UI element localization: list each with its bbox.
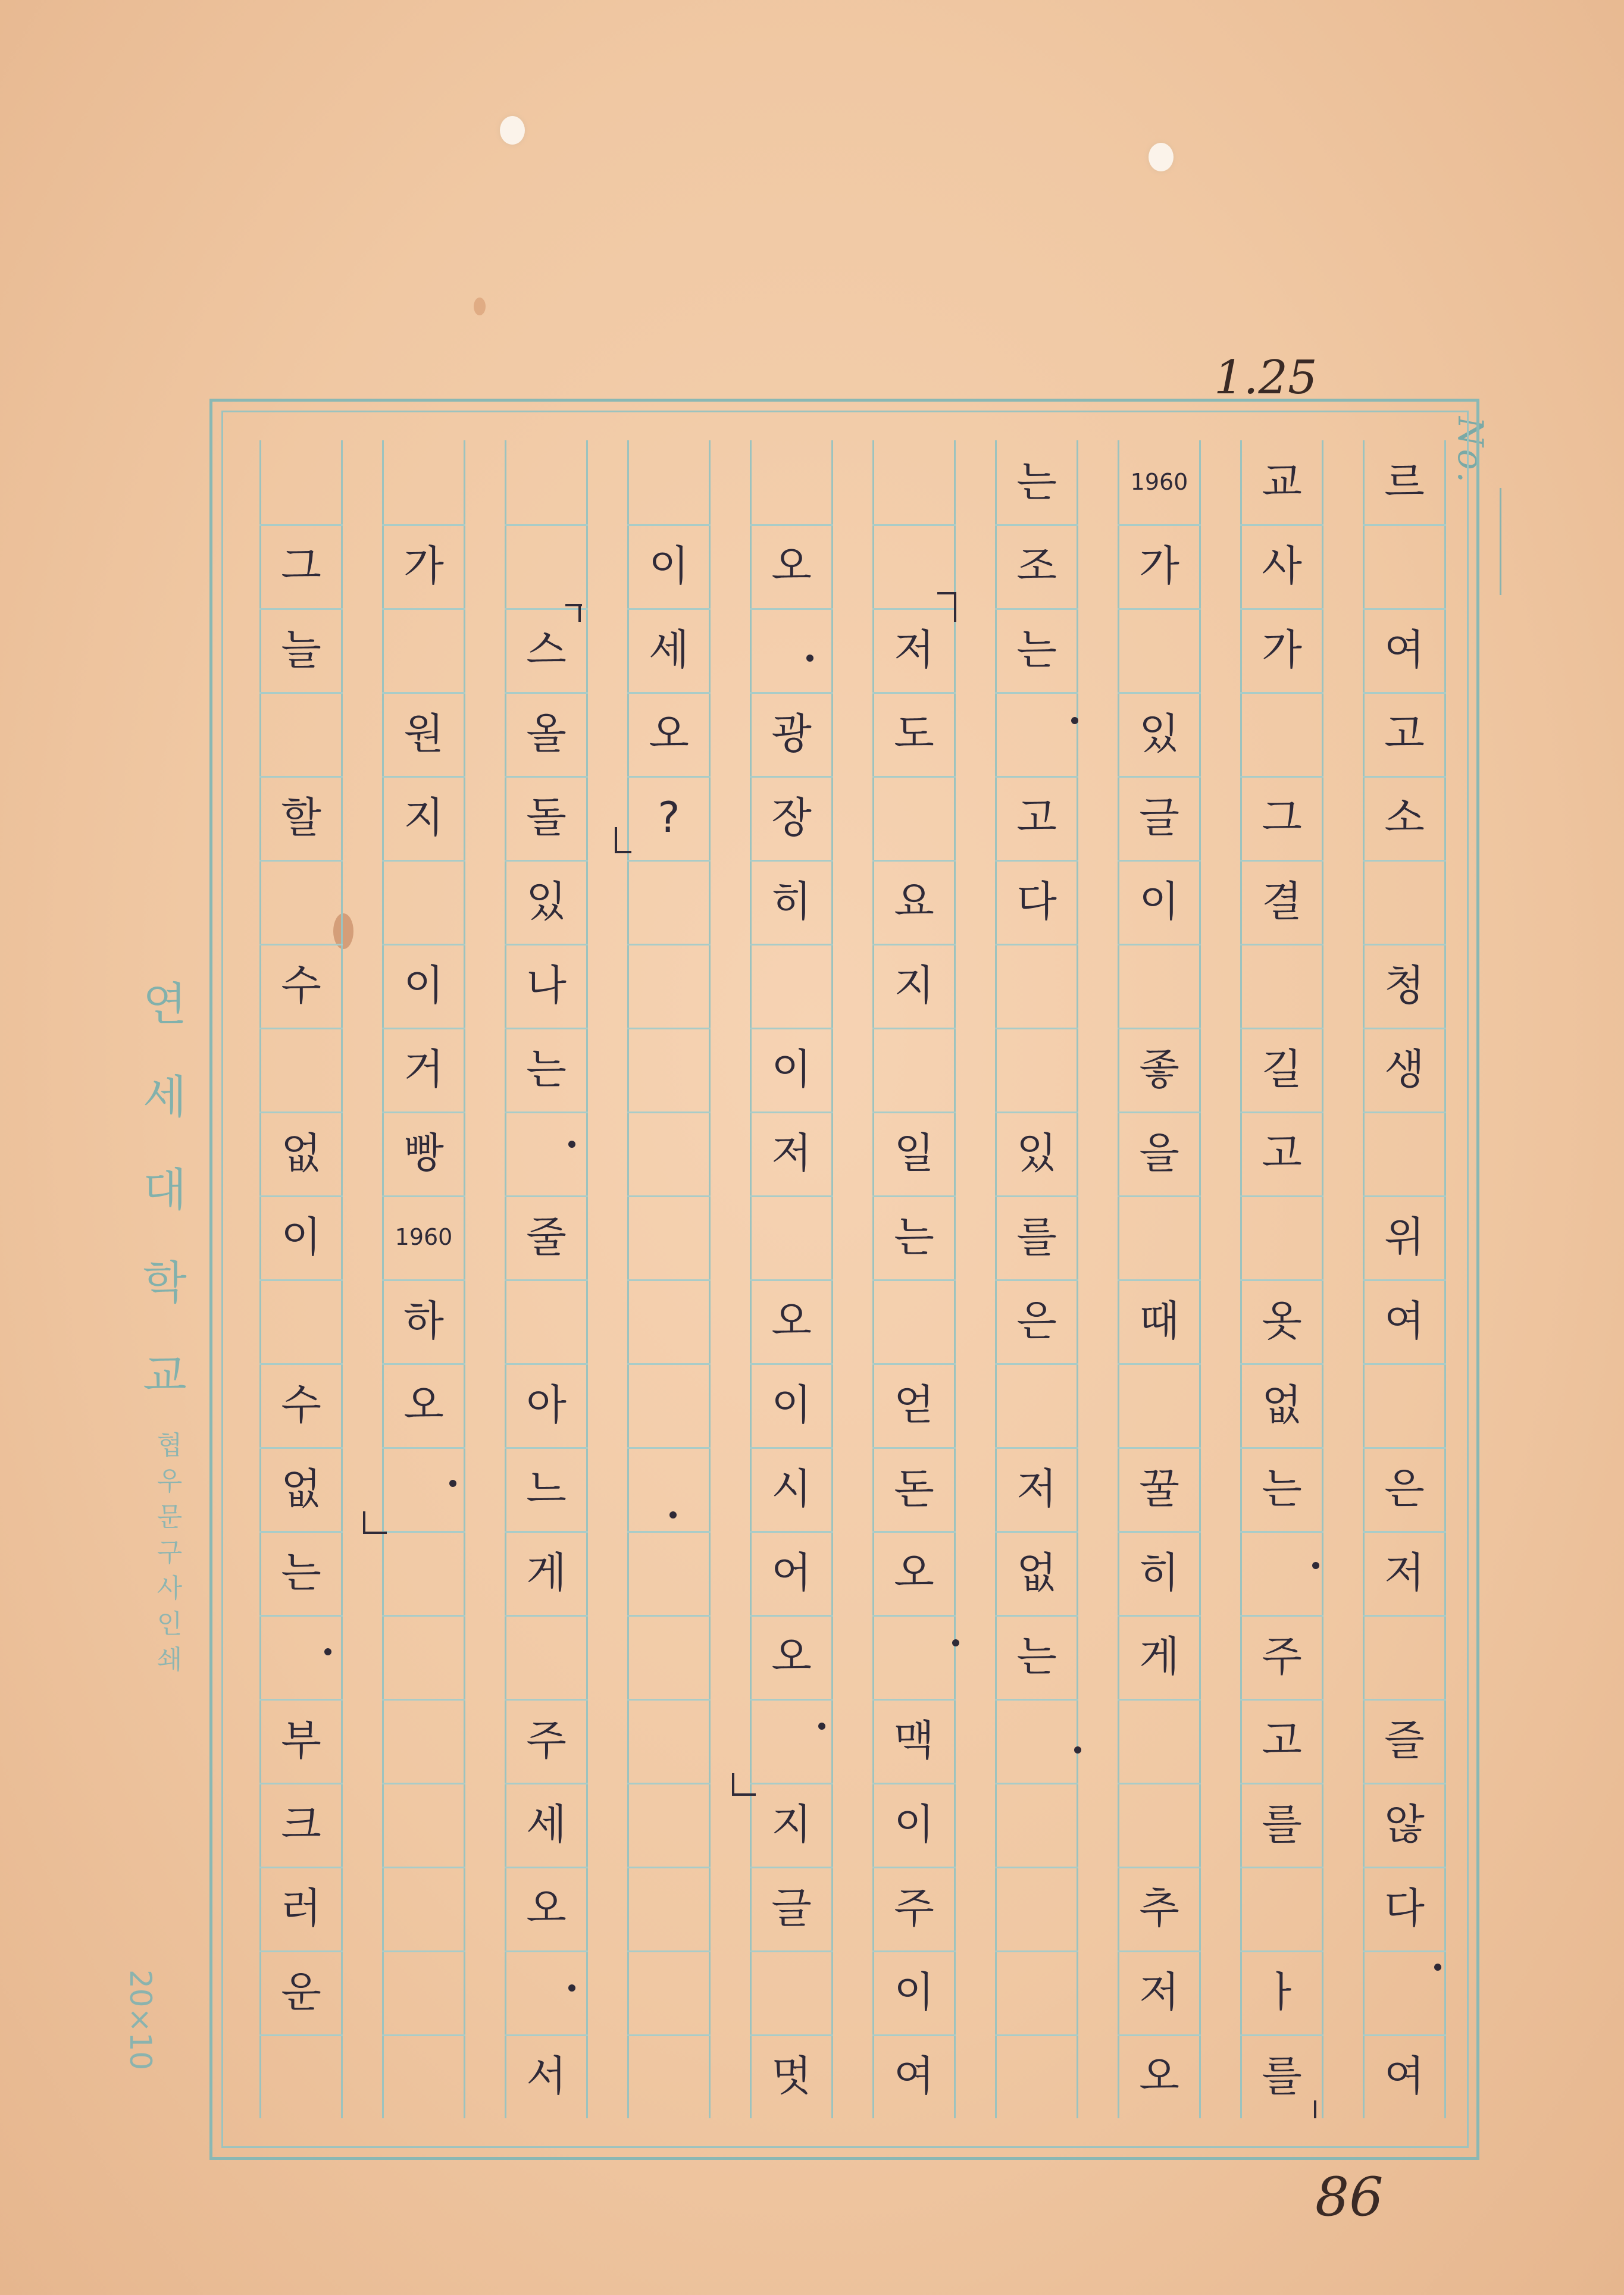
proof-mark bbox=[363, 1532, 387, 1534]
handwritten-character: 는 bbox=[1262, 1464, 1302, 1513]
handwritten-character: 게 bbox=[1139, 1632, 1179, 1681]
cell-divider bbox=[505, 524, 588, 526]
cell-divider bbox=[627, 1531, 711, 1533]
handwritten-character: 러 bbox=[281, 1884, 321, 1933]
cell-divider bbox=[505, 1112, 588, 1113]
handwritten-character: 늘 bbox=[281, 625, 321, 674]
handwritten-character: ㅏ bbox=[1262, 1968, 1302, 2017]
handwritten-character: 1960 bbox=[395, 1224, 453, 1250]
cell-divider bbox=[750, 608, 833, 610]
cell-divider bbox=[382, 1699, 465, 1701]
cell-divider bbox=[627, 860, 711, 862]
cell-divider bbox=[872, 524, 956, 526]
cell-divider bbox=[750, 1195, 833, 1197]
cell-divider bbox=[872, 776, 956, 778]
cell-divider bbox=[382, 860, 465, 862]
handwritten-character: 느 bbox=[526, 1464, 567, 1513]
handwritten-character: 글 bbox=[771, 1884, 812, 1933]
period-mark bbox=[1434, 1964, 1441, 1971]
handwritten-character: 도 bbox=[894, 709, 934, 758]
handwritten-character: 오 bbox=[771, 541, 812, 590]
cell-divider bbox=[382, 1615, 465, 1617]
handwritten-character: 가 bbox=[1262, 625, 1302, 674]
handwritten-character: 저 bbox=[1384, 1548, 1425, 1597]
cell-divider bbox=[382, 608, 465, 610]
handwritten-character: 추 bbox=[1139, 1884, 1179, 1933]
handwritten-character: 즐 bbox=[1384, 1716, 1425, 1765]
handwritten-character: 는 bbox=[1016, 458, 1057, 506]
cell-divider bbox=[259, 1028, 343, 1029]
handwritten-character: 는 bbox=[281, 1548, 321, 1597]
handwritten-character: 는 bbox=[1016, 1632, 1057, 1681]
handwritten-character: 히 bbox=[771, 877, 812, 926]
cell-divider bbox=[505, 1279, 588, 1281]
handwritten-character: 빵 bbox=[403, 1129, 444, 1178]
cell-divider bbox=[995, 1028, 1078, 1029]
proof-mark bbox=[954, 592, 956, 622]
handwritten-character: 있 bbox=[526, 877, 567, 926]
cell-divider bbox=[382, 1531, 465, 1533]
handwritten-character: 저 bbox=[1139, 1968, 1179, 2017]
handwritten-character: 이 bbox=[894, 1968, 934, 2017]
handwritten-character: 를 bbox=[1262, 1800, 1302, 1849]
handwritten-character: 교 bbox=[1262, 458, 1302, 506]
cell-divider bbox=[995, 1950, 1078, 1952]
handwritten-character: 돈 bbox=[894, 1464, 934, 1513]
handwritten-character: 오 bbox=[894, 1548, 934, 1597]
cell-divider bbox=[750, 1699, 833, 1701]
handwritten-character: 생 bbox=[1384, 1045, 1425, 1094]
handwritten-character: 거 bbox=[403, 1045, 444, 1094]
handwritten-character: 원 bbox=[403, 709, 444, 758]
period-mark bbox=[324, 1648, 331, 1655]
handwritten-character: 오 bbox=[771, 1297, 812, 1345]
handwritten-character: 맥 bbox=[894, 1716, 934, 1765]
handwritten-character: 줄 bbox=[526, 1213, 567, 1261]
cell-divider bbox=[627, 2034, 711, 2036]
handwritten-character: 이 bbox=[1139, 877, 1179, 926]
handwritten-character: 을 bbox=[1139, 1129, 1179, 1178]
period-mark bbox=[449, 1480, 456, 1487]
handwritten-character: 없 bbox=[281, 1464, 321, 1513]
handwritten-character: 그 bbox=[1262, 793, 1302, 842]
cell-divider bbox=[1240, 1867, 1323, 1868]
cell-divider bbox=[1363, 1112, 1446, 1113]
proof-mark bbox=[578, 604, 581, 622]
handwritten-character: 1960 bbox=[1130, 469, 1188, 495]
handwritten-character: 광 bbox=[771, 709, 812, 758]
handwritten-character: 여 bbox=[1384, 2052, 1425, 2100]
handwritten-character: 가 bbox=[1139, 541, 1179, 590]
cell-divider bbox=[627, 1867, 711, 1868]
handwritten-character: 그 bbox=[281, 541, 321, 590]
period-mark bbox=[1071, 717, 1078, 724]
cell-divider bbox=[259, 2034, 343, 2036]
cell-divider bbox=[259, 1615, 343, 1617]
punch-hole bbox=[1149, 143, 1174, 171]
handwritten-character: 고 bbox=[1262, 1716, 1302, 1765]
publisher-label: 연 세 대 학 교 bbox=[143, 978, 187, 1402]
handwritten-character: 은 bbox=[1384, 1464, 1425, 1513]
period-mark bbox=[669, 1511, 677, 1518]
handwritten-character: 다 bbox=[1384, 1884, 1425, 1933]
handwritten-character: 결 bbox=[1262, 877, 1302, 926]
cell-divider bbox=[627, 1112, 711, 1113]
cell-divider bbox=[1118, 608, 1201, 610]
cell-divider bbox=[505, 1950, 588, 1952]
top-note: 1.25 bbox=[1214, 351, 1318, 405]
cell-divider bbox=[995, 2034, 1078, 2036]
handwritten-character: 이 bbox=[649, 541, 689, 590]
handwritten-character: 이 bbox=[281, 1213, 321, 1261]
cell-divider bbox=[995, 692, 1078, 694]
handwritten-character: 세 bbox=[649, 625, 689, 674]
handwritten-character: 글 bbox=[1139, 793, 1179, 842]
handwritten-character: 지 bbox=[403, 793, 444, 842]
cell-divider bbox=[1118, 1363, 1201, 1365]
period-mark bbox=[568, 1141, 575, 1148]
cell-divider bbox=[259, 692, 343, 694]
handwritten-character: 소 bbox=[1384, 793, 1425, 842]
proof-mark bbox=[363, 1511, 365, 1532]
cell-divider bbox=[627, 1195, 711, 1197]
cell-divider bbox=[627, 1699, 711, 1701]
handwritten-character: 지 bbox=[771, 1800, 812, 1849]
handwritten-character: 는 bbox=[1016, 625, 1057, 674]
handwritten-character: 시 bbox=[771, 1464, 812, 1513]
handwritten-character: 주 bbox=[1262, 1632, 1302, 1681]
handwritten-character: 사 bbox=[1262, 541, 1302, 590]
handwritten-character: 때 bbox=[1139, 1297, 1179, 1345]
handwritten-character: 길 bbox=[1262, 1045, 1302, 1094]
handwritten-character: ? bbox=[658, 793, 680, 842]
cell-divider bbox=[627, 1783, 711, 1784]
handwritten-character: 크 bbox=[281, 1800, 321, 1849]
cell-divider bbox=[750, 1950, 833, 1952]
handwritten-character: 없 bbox=[281, 1129, 321, 1178]
cell-divider bbox=[750, 944, 833, 945]
handwritten-character: 멋 bbox=[771, 2052, 812, 2100]
handwritten-character: 운 bbox=[281, 1968, 321, 2017]
cell-divider bbox=[872, 1028, 956, 1029]
cell-divider bbox=[259, 1279, 343, 1281]
handwritten-character: 않 bbox=[1384, 1800, 1425, 1849]
handwritten-character: 위 bbox=[1384, 1213, 1425, 1261]
period-mark bbox=[952, 1639, 959, 1646]
handwritten-character: 오 bbox=[1139, 2052, 1179, 2100]
proof-mark bbox=[615, 827, 617, 851]
cell-divider bbox=[1240, 692, 1323, 694]
period-mark bbox=[1074, 1746, 1081, 1754]
proof-mark bbox=[1314, 2100, 1316, 2118]
cell-divider bbox=[1118, 1699, 1201, 1701]
handwritten-character: 는 bbox=[526, 1045, 567, 1094]
handwritten-character: 조 bbox=[1016, 541, 1057, 590]
handwritten-character: 좋 bbox=[1139, 1045, 1179, 1094]
handwritten-character: 일 bbox=[894, 1129, 934, 1178]
handwritten-character: 오 bbox=[649, 709, 689, 758]
handwritten-character: 이 bbox=[403, 961, 444, 1010]
cell-divider bbox=[1363, 1363, 1446, 1365]
handwritten-character: 게 bbox=[526, 1548, 567, 1597]
handwritten-character: 주 bbox=[526, 1716, 567, 1765]
cell-divider bbox=[1240, 1531, 1323, 1533]
handwritten-character: 이 bbox=[771, 1380, 812, 1429]
cell-divider bbox=[995, 1699, 1078, 1701]
printer-label: 협우문구사 인쇄 bbox=[157, 1430, 183, 1675]
cell-divider bbox=[382, 1783, 465, 1784]
cell-divider bbox=[627, 1363, 711, 1365]
grid-size-label: 20×10 bbox=[123, 1970, 158, 2071]
cell-divider bbox=[627, 1447, 711, 1449]
handwritten-character: 수 bbox=[281, 961, 321, 1010]
handwritten-character: 올 bbox=[526, 709, 567, 758]
cell-divider bbox=[627, 1028, 711, 1029]
handwritten-character: 스 bbox=[526, 625, 567, 674]
cell-divider bbox=[505, 1615, 588, 1617]
cell-divider bbox=[382, 1447, 465, 1449]
handwritten-character: 없 bbox=[1262, 1380, 1302, 1429]
handwritten-character: 이 bbox=[894, 1800, 934, 1849]
page-number: 86 bbox=[1315, 2166, 1384, 2228]
cell-divider bbox=[872, 1279, 956, 1281]
cell-divider bbox=[382, 1867, 465, 1868]
stain bbox=[474, 298, 486, 315]
handwritten-character: 요 bbox=[894, 877, 934, 926]
cell-divider bbox=[1363, 1950, 1446, 1952]
period-mark bbox=[806, 655, 813, 662]
handwritten-character: 부 bbox=[281, 1716, 321, 1765]
handwritten-character: 아 bbox=[526, 1380, 567, 1429]
cell-divider bbox=[1240, 944, 1323, 945]
handwritten-character: 오 bbox=[771, 1632, 812, 1681]
handwritten-character: 세 bbox=[526, 1800, 567, 1849]
handwritten-character: 청 bbox=[1384, 961, 1425, 1010]
proof-mark bbox=[732, 1793, 756, 1796]
punch-hole bbox=[500, 116, 525, 145]
handwritten-character: 서 bbox=[526, 2052, 567, 2100]
handwritten-character: 히 bbox=[1139, 1548, 1179, 1597]
handwritten-character: 나 bbox=[526, 961, 567, 1010]
cell-divider bbox=[995, 1867, 1078, 1868]
cell-divider bbox=[627, 944, 711, 945]
cell-divider bbox=[1363, 1615, 1446, 1617]
handwritten-character: 돌 bbox=[526, 793, 567, 842]
handwritten-character: 이 bbox=[771, 1045, 812, 1094]
handwritten-character: 있 bbox=[1016, 1129, 1057, 1178]
handwritten-character: 여 bbox=[1384, 625, 1425, 674]
no-underline bbox=[1500, 488, 1501, 595]
handwritten-character: 는 bbox=[894, 1213, 934, 1261]
period-mark bbox=[568, 1984, 575, 1992]
handwritten-character: 주 bbox=[894, 1884, 934, 1933]
cell-divider bbox=[872, 1615, 956, 1617]
handwritten-character: 저 bbox=[894, 625, 934, 674]
handwritten-character: 여 bbox=[1384, 1297, 1425, 1345]
cell-divider bbox=[995, 1783, 1078, 1784]
handwritten-character: 있 bbox=[1139, 709, 1179, 758]
proof-mark bbox=[615, 851, 631, 853]
period-mark bbox=[818, 1723, 825, 1730]
handwritten-character: 장 bbox=[771, 793, 812, 842]
no-label: No. bbox=[1450, 417, 1491, 486]
handwritten-character: 수 bbox=[281, 1380, 321, 1429]
handwritten-character: 고 bbox=[1384, 709, 1425, 758]
cell-divider bbox=[259, 860, 343, 862]
cell-divider bbox=[995, 944, 1078, 945]
handwritten-character: 할 bbox=[281, 793, 321, 842]
handwritten-character: 옷 bbox=[1262, 1297, 1302, 1345]
cell-divider bbox=[1118, 1195, 1201, 1197]
cell-divider bbox=[627, 1615, 711, 1617]
handwritten-character: 를 bbox=[1262, 2052, 1302, 2100]
handwritten-character: 저 bbox=[1016, 1464, 1057, 1513]
handwritten-character: 다 bbox=[1016, 877, 1057, 926]
cell-divider bbox=[1363, 524, 1446, 526]
handwritten-character: 꿀 bbox=[1139, 1464, 1179, 1513]
cell-divider bbox=[382, 2034, 465, 2036]
handwritten-character: 여 bbox=[894, 2052, 934, 2100]
handwritten-character: 오 bbox=[403, 1380, 444, 1429]
cell-divider bbox=[627, 1279, 711, 1281]
handwritten-character: 를 bbox=[1016, 1213, 1057, 1261]
cell-divider bbox=[1363, 860, 1446, 862]
handwritten-character: 얻 bbox=[894, 1380, 934, 1429]
handwritten-character: 어 bbox=[771, 1548, 812, 1597]
handwritten-character: 없 bbox=[1016, 1548, 1057, 1597]
handwritten-character: 지 bbox=[894, 961, 934, 1010]
handwritten-character: 가 bbox=[403, 541, 444, 590]
handwritten-character: 저 bbox=[771, 1129, 812, 1178]
handwritten-character: 르 bbox=[1384, 458, 1425, 506]
handwritten-character: 은 bbox=[1016, 1297, 1057, 1345]
handwritten-character: 고 bbox=[1016, 793, 1057, 842]
handwritten-character: 하 bbox=[403, 1297, 444, 1345]
proof-mark bbox=[732, 1773, 734, 1793]
cell-divider bbox=[627, 1950, 711, 1952]
cell-divider bbox=[1118, 944, 1201, 945]
cell-divider bbox=[382, 1950, 465, 1952]
cell-divider bbox=[995, 1363, 1078, 1365]
cell-divider bbox=[1118, 1783, 1201, 1784]
cell-divider bbox=[1240, 1195, 1323, 1197]
period-mark bbox=[1312, 1562, 1319, 1569]
handwritten-character: 고 bbox=[1262, 1129, 1302, 1178]
handwritten-character: 오 bbox=[526, 1884, 567, 1933]
